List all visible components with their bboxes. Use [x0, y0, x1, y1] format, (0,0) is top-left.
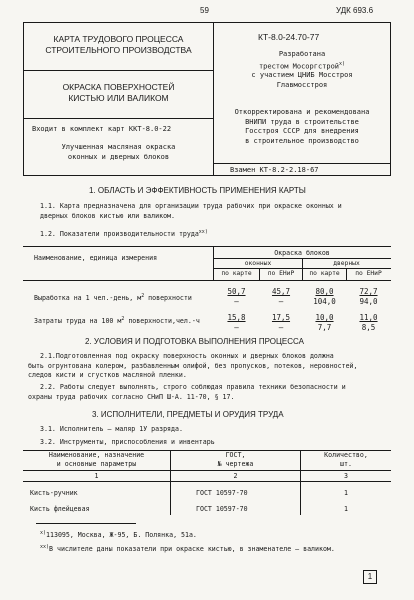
col-card1: по карте	[221, 270, 252, 277]
row1-value-card2: 80,0	[315, 287, 334, 296]
row2-value-enir2: 11,0	[359, 313, 378, 322]
replaces-code: Взамен КТ-8.2-2.18-67	[230, 166, 319, 174]
tool-row-name: Кисть-ручник	[30, 489, 78, 497]
tools-col2-number: 2	[233, 472, 238, 480]
row2-value-card2: 10,0	[315, 313, 334, 322]
developed-by: Разработана трестом Мосоргстрой$^{х)}$ с участием ЦНИБ Мосстроя Главмосстроя	[251, 50, 353, 89]
tools-col1-number: 1	[94, 472, 99, 480]
udk-code: УДК 693.6	[336, 6, 374, 15]
tools-col3-header: Количество, шт.	[324, 451, 368, 468]
tools-col1-header: Наименование, назначение и основные параметры	[48, 451, 145, 468]
row1-label: Выработка на 1 чел.-день, $м^2$ поверхности	[34, 293, 192, 303]
col-name-header: Наименование, единица измерения	[34, 254, 158, 262]
tool-row-gost: ГОСТ 10597-70	[196, 505, 248, 513]
row1-sub-card1: –	[234, 297, 239, 306]
section3-title: 3. ИСПОЛНИТЕЛИ, ПРЕДМЕТЫ И ОРУДИЯ ТРУДА	[92, 410, 284, 419]
row1-sub-enir1: –	[278, 297, 284, 306]
row1-sub-enir2: 94,0	[359, 297, 378, 306]
footnote-2: $^{хх)}$В числителе даны показатели при окраске кистью, в знаменателе – валиком.	[40, 544, 335, 554]
row2-label: Затраты труда на 100 $м^2$ поверхности,чел.-ч	[34, 316, 200, 326]
col-enir1: по ЕНиР	[267, 270, 295, 277]
row1-value-enir1: 45,7	[271, 287, 291, 296]
section2-paragraph2: 2.2. Работы следует выполнять, строго соблюдая правила техники безопасности и охраны труда рабочих согласно СНиП Ш-А. 11-70, § 17.	[28, 383, 346, 401]
section3-paragraph2: 3.2. Инструменты, приспособления и инвентарь	[40, 438, 215, 446]
page-number: 59	[200, 6, 209, 15]
section1-paragraph2: 1.2. Показатели производительности труда$^{хх)}$	[40, 229, 208, 239]
row1-value-enir2: 72,7	[359, 287, 378, 296]
col-enir2: по ЕНиР	[355, 270, 382, 277]
tool-row-qty: 1	[344, 489, 348, 497]
tool-row-qty: 1	[344, 505, 348, 513]
row2-value-card1: 15,8	[227, 313, 246, 322]
footnote-separator	[36, 523, 136, 524]
revised-by: Откорректирована и рекомендована ВНИПИ труда в строительстве Госстроя СССР для внедрения в строительное производство	[234, 108, 370, 145]
row1-value-card1: 50,7	[227, 287, 246, 296]
tool-row-name: Кисть флейцевая	[30, 505, 90, 513]
card-title: КАРТА ТРУДОВОГО ПРОЦЕССА СТРОИТЕЛЬНОГО ПРОИЗВОДСТВА	[45, 34, 192, 55]
col-card2: по карте	[309, 270, 340, 277]
row2-sub-card1: –	[234, 323, 239, 332]
card-code: КТ-8.0-24.70-77	[258, 32, 320, 42]
section2-paragraph1: 2.1.Подготовленная под окраску поверхность оконных и дверных блоков должна быть огрунтована колером, разбавленным олифой, без пропусков, потеков, неровностей, следов кисти и сгустков масляной пленки.	[28, 352, 358, 379]
page-box: 1	[363, 570, 377, 584]
section2-title: 2. УСЛОВИЯ И ПОДГОТОВКА ВЫПОЛНЕНИЯ ПРОЦЕССА	[85, 337, 304, 346]
sub-windows: оконных	[244, 260, 272, 267]
row2-sub-card2: 7,7	[317, 323, 332, 332]
section1-paragraph1: 1.1. Карта предназначена для организации труда рабочих при окраске оконных и дверных блоков кистью или валиком.	[40, 202, 342, 220]
row1-sub-card2: 104,0	[313, 297, 336, 306]
set-description: Улучшенная масляная окраска оконных и дверных блоков	[61, 143, 176, 161]
tools-col3-number: 3	[344, 472, 348, 480]
sub-doors: дверных	[333, 260, 360, 267]
set-label: Входит в комплект карт ККТ-8.0-22	[32, 125, 172, 133]
section3-paragraph1: 3.1. Исполнитель – маляр 1У разряда.	[40, 425, 183, 433]
group-header: Окраска блоков	[274, 249, 330, 257]
row2-sub-enir1: –	[278, 323, 284, 332]
tool-row-gost: ГОСТ 10597-70	[196, 489, 248, 497]
tools-col2-header: ГОСТ, № чертежа	[217, 451, 254, 468]
row2-sub-enir2: 8,5	[361, 323, 376, 332]
process-topic: ОКРАСКА ПОВЕРХНОСТЕЙ КИСТЬЮ ИЛИ ВАЛИКОМ	[62, 82, 175, 103]
row2-value-enir1: 17,5	[271, 313, 291, 322]
section1-title: 1. ОБЛАСТЬ И ЭФФЕКТИВНОСТЬ ПРИМЕНЕНИЯ КАРТЫ	[89, 186, 306, 195]
footnote-1: $^{х)}$113095, Москва, Ж-95, Б. Полянка, 51а.	[40, 530, 197, 540]
